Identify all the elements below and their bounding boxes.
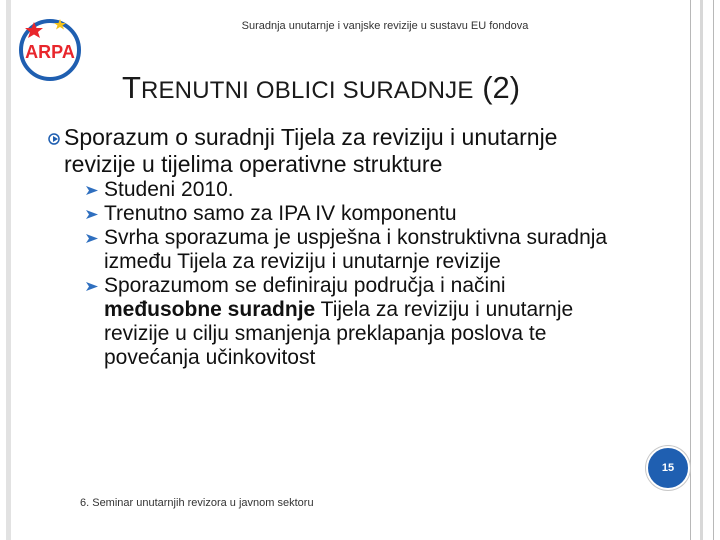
subitem-4	[44, 274, 624, 370]
title-rest: RENUTNI OBLICI SURADNJE	[140, 77, 474, 104]
bullet-level1-text: Sporazum o suradnji Tijela za reviziju i unutarnje revizije u tijelima operativne strukture	[64, 124, 558, 177]
title-first-letter: T	[122, 70, 141, 105]
page-number-badge: 15	[646, 446, 690, 490]
subitem-1-text: Studeni 2010.	[104, 178, 234, 201]
subitem-arrow-icon	[86, 185, 100, 196]
subitem-4-text-bold: međusobne suradnje	[104, 298, 316, 321]
subitem-arrow-icon	[86, 209, 100, 220]
right-frame-bar	[690, 0, 714, 540]
slide-content	[44, 124, 624, 370]
footer-text: 6. Seminar unutarnjih revizora u javnom sektoru	[80, 497, 314, 509]
subitem-2	[44, 202, 624, 226]
bullet-arrow-icon	[48, 133, 62, 145]
subitem-3-text: Svrha sporazuma je uspješna i konstruktivna suradnja između Tijela za reviziju i unutarnje revizije	[104, 226, 608, 273]
slide-title	[122, 70, 642, 106]
svg-text:ARPA: ARPA	[25, 42, 75, 62]
title-suffix: (2)	[482, 70, 521, 105]
header-text: Suradnja unutarnje i vanjske revizije u sustavu EU fondova	[241, 20, 529, 32]
arpa-logo	[14, 14, 88, 82]
subitem-3	[44, 226, 624, 274]
subitem-arrow-icon	[86, 233, 100, 244]
subitem-arrow-icon	[86, 281, 100, 292]
subitem-2-text: Trenutno samo za IPA IV komponentu	[104, 202, 457, 225]
subitem-4-text-after: Tijela za reviziju i unutarnje revizije u cilju smanjenja preklapanja poslova te povećanja učinkovitost	[104, 298, 574, 369]
bullet-level1	[44, 124, 624, 178]
subitem-4-text-before: Sporazumom se definiraju područja i načini	[104, 274, 506, 297]
left-frame-bar	[6, 0, 11, 540]
subitem-1	[44, 178, 624, 202]
